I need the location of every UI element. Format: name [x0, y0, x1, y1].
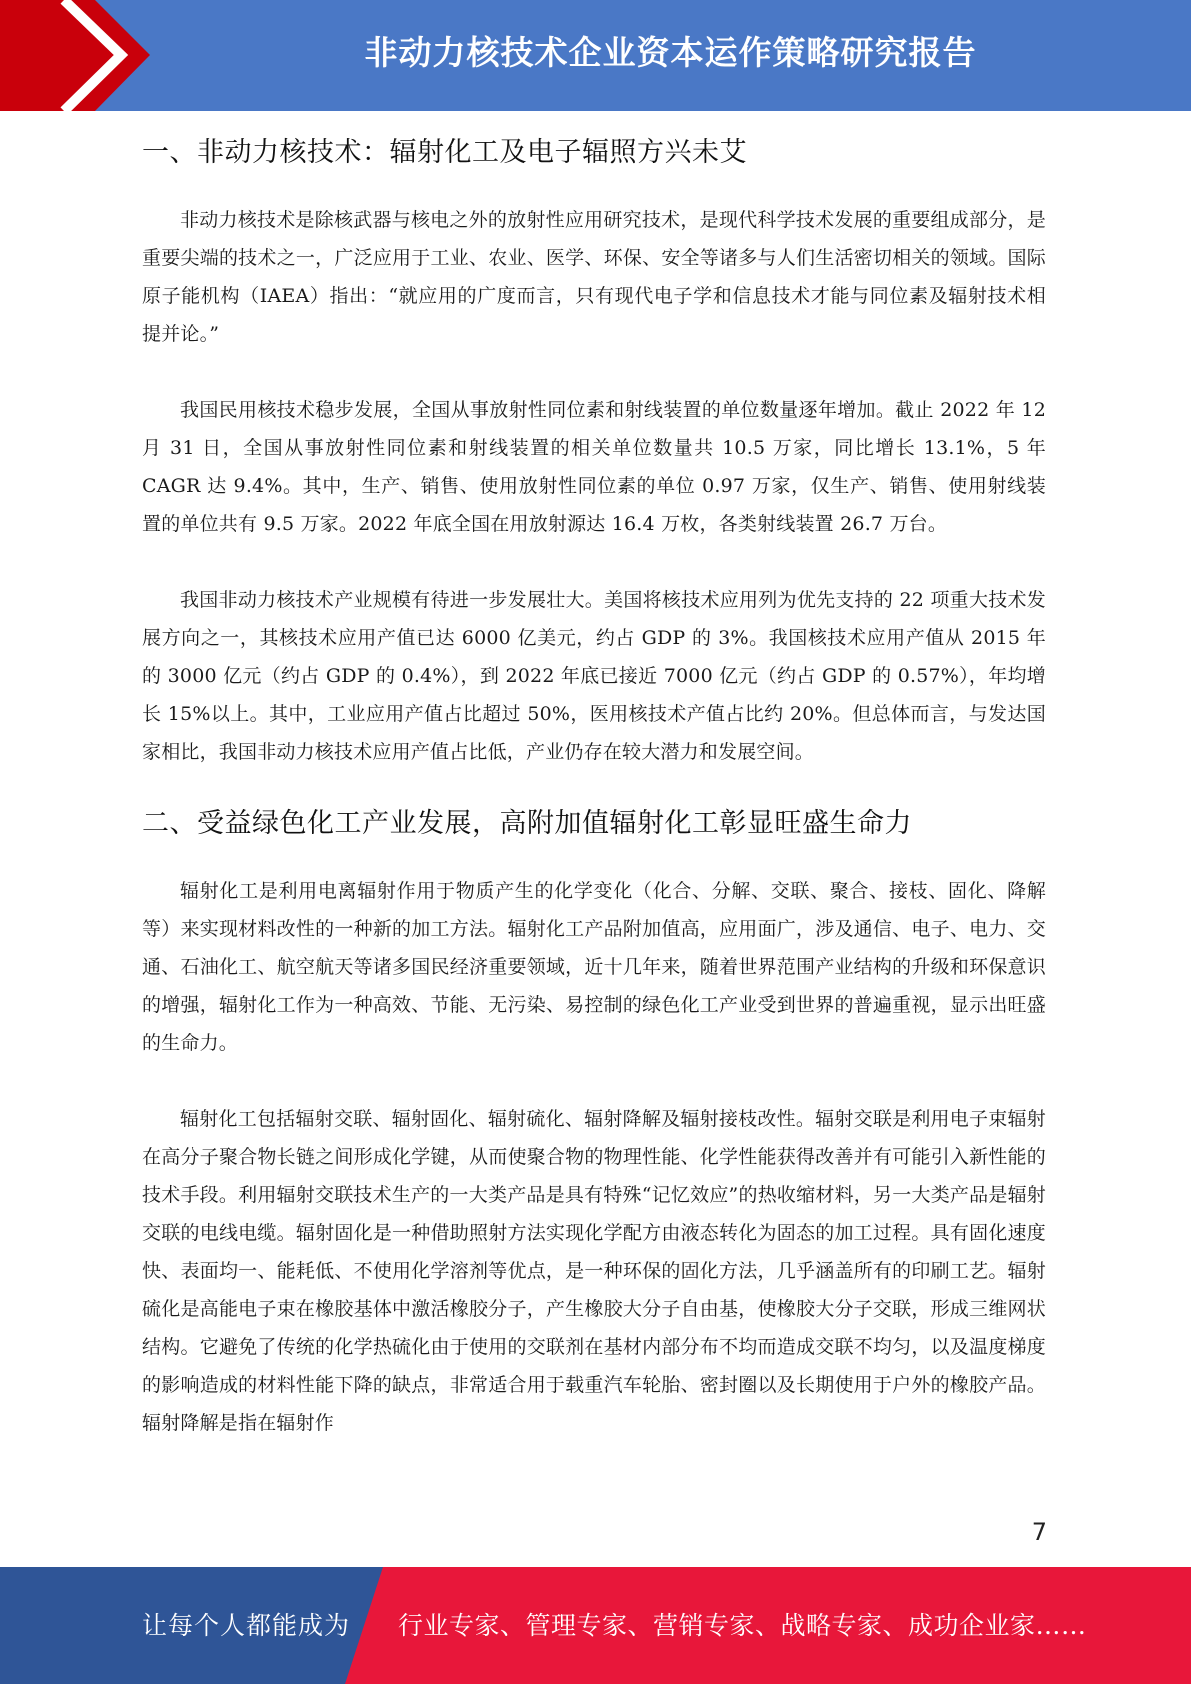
- report-title: 非动力核技术企业资本运作策略研究报告: [364, 33, 977, 72]
- section-heading-2: 二、受益绿色化工产业发展，高附加值辐射化工彰显旺盛生命力: [142, 808, 912, 839]
- section-1-paragraph-1: 非动力核技术是除核武器与核电之外的放射性应用研究技术，是现代科学技术发展的重要组成部分，是重要尖端的技术之一，广泛应用于工业、农业、医学、环保、安全等诸多与人们生活密切相关的领域。国际原子能机构（IAEA）指出：“就应用的广度而言，只有现代电子学和信息技术才能与同位素及辐射技术相提并论。”: [142, 209, 1046, 345]
- section-1-paragraph-2: 我国民用核技术稳步发展，全国从事放射性同位素和射线装置的单位数量逐年增加。截止 2022 年 12 月 31 日，全国从事放射性同位素和射线装置的相关单位数量共 10.5 万家，同比增长 13.1%，5 年 CAGR 达 9.4%。其中，生产、销售、使用放射性同位素的单位 0.97 万家，仅生产、销售、使用射线装置的单位共有 9.5 万家。2022 年底全国在用放射源达 16.4 万枚，各类射线装置 26.7 万台。: [142, 399, 1046, 535]
- section-2-paragraph-2: 辐射化工包括辐射交联、辐射固化、辐射硫化、辐射降解及辐射接枝改性。辐射交联是利用电子束辐射在高分子聚合物长链之间形成化学键，从而使聚合物的物理性能、化学性能获得改善并有可能引入新性能的技术手段。利用辐射交联技术生产的一大类产品是具有特殊“记忆效应”的热收缩材料，另一大类产品是辐射交联的电线电缆。辐射固化是一种借助照射方法实现化学配方由液态转化为固态的加工过程。具有固化速度快、表面均一、能耗低、不使用化学溶剂等优点，是一种环保的固化方法，几乎涵盖所有的印刷工艺。辐射硫化是高能电子束在橡胶基体中激活橡胶分子，产生橡胶大分子自由基，使橡胶大分子交联，形成三维网状结构。它避免了传统的化学热硫化由于使用的交联剂在基材内部分布不均而造成交联不均匀，以及温度梯度的影响造成的材料性能下降的缺点，非常适合用于载重汽车轮胎、密封圈以及长期使用于户外的橡胶产品。辐射降解是指在辐射作: [142, 1108, 1046, 1434]
- footer-banner: [0, 1567, 1191, 1684]
- footer-slogan-left: 让每个人都能成为: [142, 1611, 351, 1640]
- section-2-paragraph-1: 辐射化工是利用电离辐射作用于物质产生的化学变化（化合、分解、交联、聚合、接枝、固化、降解等）来实现材料改性的一种新的加工方法。辐射化工产品附加值高，应用面广，涉及通信、电子、电力、交通、石油化工、航空航天等诸多国民经济重要领域，近十几年来，随着世界范围产业结构的升级和环保意识的增强，辐射化工作为一种高效、节能、无污染、易控制的绿色化工产业受到世界的普遍重视，显示出旺盛的生命力。: [142, 880, 1046, 1054]
- page-number: 7: [1031, 1518, 1047, 1546]
- page-content: [142, 108, 1046, 1442]
- footer-slogan-right: 行业专家、管理专家、营销专家、战略专家、成功企业家……: [398, 1611, 1087, 1640]
- section-heading-1: 一、非动力核技术：辐射化工及电子辐照方兴未艾: [142, 137, 747, 168]
- section-1-paragraph-3: 我国非动力核技术产业规模有待进一步发展壮大。美国将核技术应用列为优先支持的 22 项重大技术发展方向之一，其核技术应用产值已达 6000 亿美元，约占 GDP 的 3%。我国核技术应用产值从 2015 年的 3000 亿元（约占 GDP 的 0.4%），到 2022 年底已接近 7000 亿元（约占 GDP 的 0.57%），年均增长 15%以上。其中，工业应用产值占比超过 50%，医用核技术产值占比约 20%。但总体而言，与发达国家相比，我国非动力核技术应用产值占比低，产业仍存在较大潜力和发展空间。: [142, 589, 1046, 763]
- header-bar: [0, 0, 1191, 111]
